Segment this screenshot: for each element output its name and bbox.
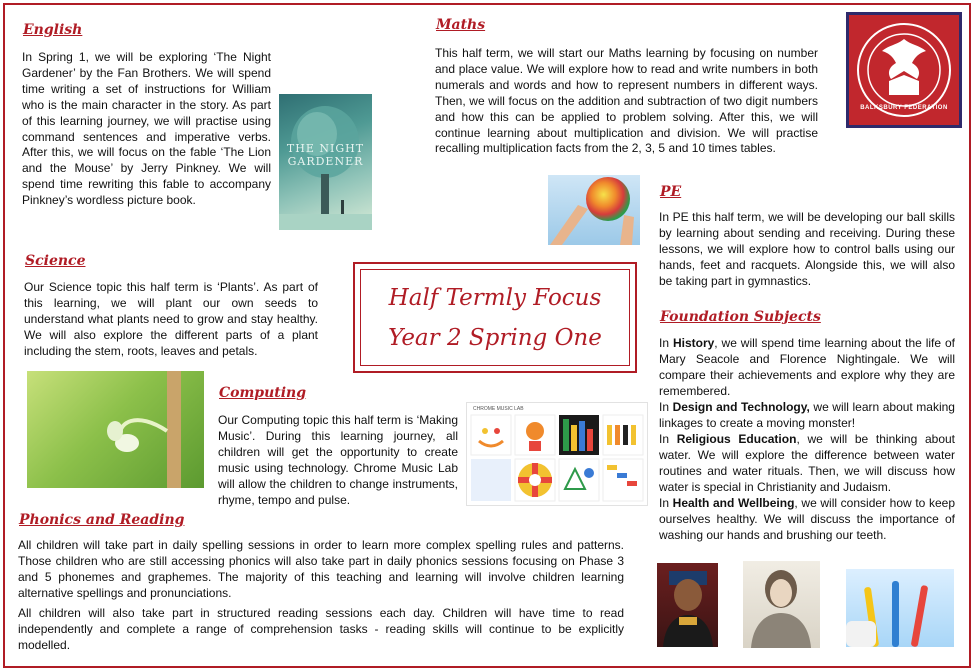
ball-icon xyxy=(548,175,640,245)
title-line-2: Year 2 Spring One xyxy=(388,324,602,351)
history-intro: In xyxy=(659,336,670,350)
toothbrush-icon xyxy=(846,569,954,647)
english-heading: English xyxy=(23,22,83,38)
phonics-text-1: All children will take part in daily spelling sessions in order to learn more complex spelling rules and patterns. Those children who are still accessing phonics will also take part in daily phonics sessions focusing on Phase 3 and 5 phonemes and graphemes. The majority of this teaching and learning will involve children learning alternative spellings and pronunciations. xyxy=(18,538,624,600)
title-line-1: Half Termly Focus xyxy=(388,284,602,311)
dt-text xyxy=(659,400,955,432)
seedling-icon xyxy=(27,371,204,488)
history-subject: History xyxy=(672,336,715,350)
science-text: Our Science topic this half term is ‘Plants’. As part of this learning, we will plant our own seeds to understand what plants need to grow and stay healthy. We will also explore the different parts of a plant including the stem, roots, leaves and petals. xyxy=(24,280,318,358)
history-text xyxy=(659,336,955,400)
re-text xyxy=(659,432,955,496)
florence-nightingale-portrait xyxy=(743,561,820,648)
music-lab-grid-icon xyxy=(467,403,647,505)
history-body: , we will spend time learning about the life of Mary Seacole and Florence Nightingale. We will compare their achievements and explore why they are remembered. xyxy=(659,336,955,398)
science-heading: Science xyxy=(25,253,86,269)
title-inner-frame xyxy=(360,269,630,366)
portrait-icon xyxy=(657,563,718,647)
computing-text: Our Computing topic this half term is ‘Making Music’. During this learning journey, all children will get the opportunity to create music using technology. Chrome Music Lab will allow the children to change instruments, rhyme, tempo and pulse. xyxy=(218,413,458,507)
english-text: In Spring 1, we will be exploring ‘The Night Gardener’ by the Fan Brothers. We will spend time writing a set of instructions for William who is the main character in the story. As part of this learning journey, we will practise using command sentences and imperative verbs. After this, we will focus on the fable ‘The Lion and the Mouse’ by Jerry Pinkney. We will spend time rewriting this fable to accompany Pinkney’s wordless picture book. xyxy=(22,50,271,208)
book-title: THE NIGHT GARDENER xyxy=(286,142,365,168)
pe-heading: PE xyxy=(660,184,682,200)
re-body: , we will be thinking about water. We will explore the difference between water routines and water rituals. Then, we will discuss how water is special in Christianity and Judaism. xyxy=(659,432,956,494)
chrome-music-lab-image xyxy=(466,402,648,506)
plant-seedling-image xyxy=(27,371,204,488)
re-subject: Religious Education xyxy=(676,432,797,446)
dt-intro: In xyxy=(659,400,670,414)
maths-text: This half term, we will start our Maths learning by focusing on number and place value. We will explore how to read and write numbers in both numerals and words and how to represent numbers in different ways. Then, we will focus on the addition and subtraction of two digit numbers and how this can be applied to problem solving. After this, we will continue learning about multiplication and division. We will practise recalling multiplication facts from the 2, 3, 5 and 10 times tables. xyxy=(435,46,818,156)
hw-body: , we will consider how to keep ourselves healthy. We will discuss the importance of washing our hands and brushing our teeth. xyxy=(659,496,956,542)
music-lab-label: CHROME MUSIC LAB xyxy=(473,406,524,412)
pe-ball-image xyxy=(548,175,640,245)
hw-intro: In xyxy=(659,496,670,510)
portrait-icon xyxy=(743,561,820,648)
dt-subject: Design and Technology, xyxy=(672,400,810,414)
computing-heading: Computing xyxy=(219,385,307,401)
hw-text xyxy=(659,496,955,544)
foundation-heading: Foundation Subjects xyxy=(660,309,821,325)
hw-subject: Health and Wellbeing xyxy=(672,496,795,510)
school-logo xyxy=(846,12,962,128)
night-gardener-book-image xyxy=(279,94,372,230)
phonics-text-2: All children will also take part in structured reading sessions each day. Children will have time to read independently and complete a range of comprehension tasks - reading skills will continue to be explicitly modelled. xyxy=(18,606,624,652)
logo-text: BALKSBURY FEDERATION xyxy=(860,105,948,111)
maths-heading: Maths xyxy=(436,17,486,33)
dt-body: we will learn about making linkages to create a moving monster! xyxy=(659,400,955,430)
pe-text: In PE this half term, we will be developing our ball skills by learning about sending and receiving. During these lessons, we will explore how to control balls using our hands, feet and racquets. Alongside this, we will also be taking part in gymnastics. xyxy=(659,210,955,288)
phonics-heading: Phonics and Reading xyxy=(19,512,185,528)
toothbrushes-image xyxy=(846,569,954,647)
mary-seacole-portrait xyxy=(657,563,718,647)
re-intro: In xyxy=(659,432,670,446)
title-box xyxy=(353,262,637,373)
